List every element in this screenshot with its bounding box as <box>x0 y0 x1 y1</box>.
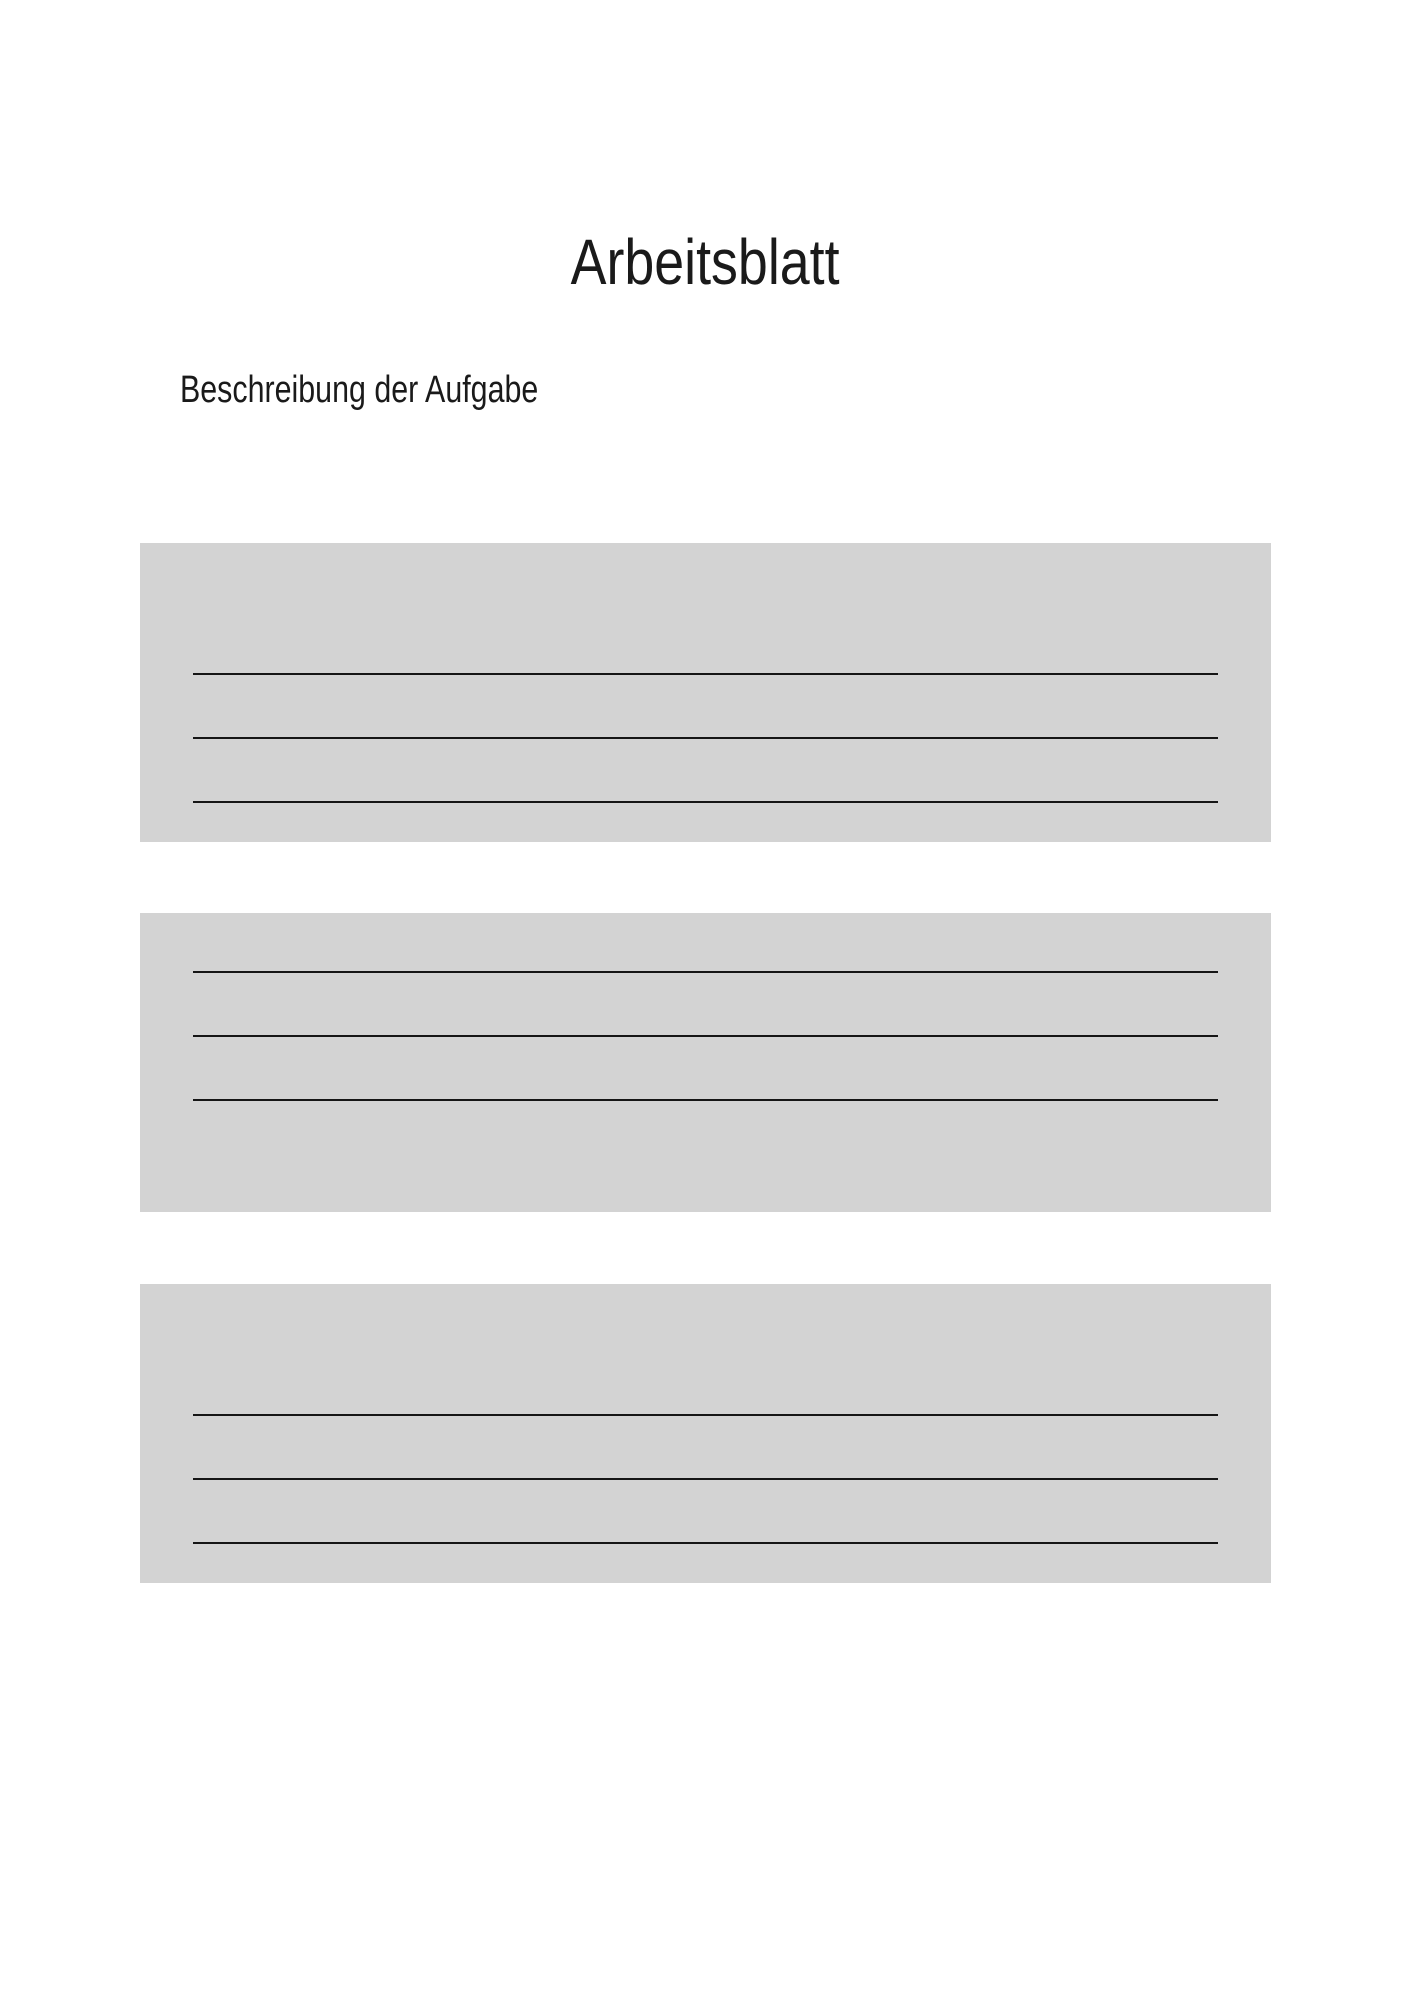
answer-line <box>193 1478 1218 1480</box>
answer-line <box>193 1542 1218 1544</box>
answer-box-1 <box>140 543 1271 842</box>
page-title-text: Arbeitsblatt <box>571 226 840 298</box>
page-title <box>140 226 1271 298</box>
answer-box-3 <box>140 1284 1271 1583</box>
task-description-label <box>180 371 628 409</box>
answer-line <box>193 971 1218 973</box>
answer-line <box>193 801 1218 803</box>
answer-line <box>193 1414 1218 1416</box>
task-description-text: Beschreibung der Aufgabe <box>180 369 539 411</box>
answer-line <box>193 1035 1218 1037</box>
answer-line <box>193 1099 1218 1101</box>
answer-box-2 <box>140 913 1271 1212</box>
answer-line <box>193 737 1218 739</box>
answer-line <box>193 673 1218 675</box>
